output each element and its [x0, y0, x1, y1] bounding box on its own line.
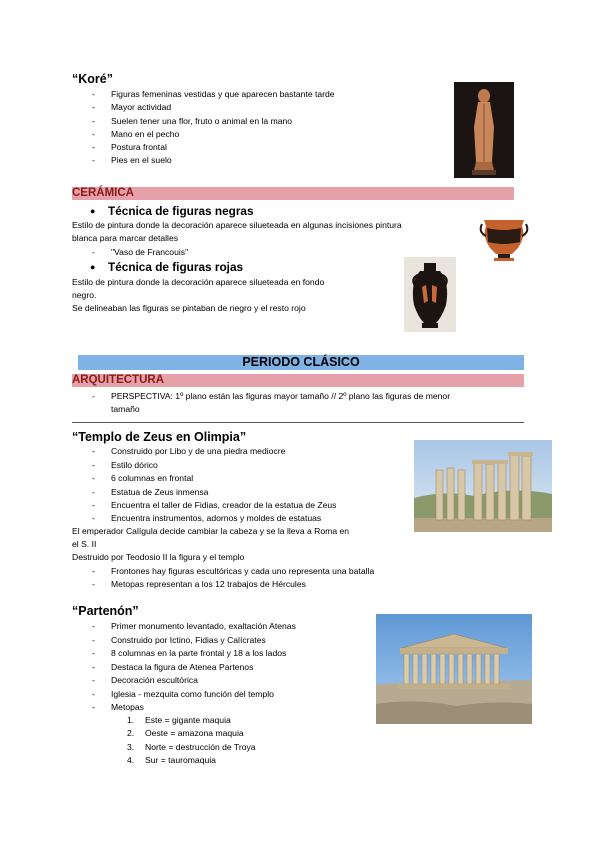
list-item: Estatua de Zeus inmensa	[111, 487, 209, 497]
rojas-title: Técnica de figuras rojas	[108, 260, 244, 274]
list-item: Iglesia - mezquita como función del templo	[111, 689, 274, 699]
krater-vase-image	[478, 214, 530, 264]
list-item: Estilo dórico	[111, 460, 158, 470]
list-number: 4.	[127, 755, 135, 765]
list-item: Pies en el suelo	[111, 155, 172, 165]
kore-statue-image	[454, 82, 514, 178]
rojas-text-2: negro.	[72, 290, 97, 300]
temple-of-zeus-image	[414, 440, 552, 532]
list-item: 8 columnas en la parte frontal y 18 a los lados	[111, 648, 287, 658]
list-item: Destaca la figura de Atenea Partenos	[111, 662, 254, 672]
list-item: Mayor actividad	[111, 102, 172, 112]
rojas-text-3: Se delineaban las figuras se pintaban de negro y el resto rojo	[72, 303, 306, 313]
rojas-text-1: Estilo de pintura donde la decoración aparece silueteada en fondo	[72, 277, 325, 287]
list-number: 1.	[127, 715, 135, 725]
ceramica-heading-bar	[72, 187, 514, 200]
zeus-text-3: Destruido por Teodosio II la figura y el templo	[72, 552, 245, 562]
arquitectura-heading: ARQUITECTURA	[72, 374, 164, 386]
list-item: Mano en el pecho	[111, 129, 180, 139]
list-item: Encuentra el taller de Fidias, creador de la estatua de Zeus	[111, 500, 337, 510]
bullet-icon: ●	[90, 262, 96, 272]
list-item: Construido por Ictino, Fidias y Calícrates	[111, 635, 266, 645]
negras-item: "Vaso de Francouis"	[111, 247, 189, 257]
divider	[72, 422, 524, 423]
kore-title: “Koré”	[72, 72, 113, 86]
list-item: Frontones hay figuras escultóricas y cada uno representa una batalla	[111, 566, 375, 576]
list-item: Este = gigante maquia	[145, 715, 231, 725]
list-item: Metopas	[111, 702, 144, 712]
list-item: 6 columnas en frontal	[111, 473, 194, 483]
list-item: Primer monumento levantado, exaltación Atenas	[111, 621, 296, 631]
list-item: Figuras femeninas vestidas y que aparecen bastante tarde	[111, 89, 335, 99]
list-item: Metopas representan a los 12 trabajos de Hércules	[111, 579, 306, 589]
negras-title: Técnica de figuras negras	[108, 204, 254, 218]
perspectiva-text-1: PERSPECTIVA: 1º plano están las figuras mayor tamaño // 2º plano las figuras de menor	[111, 391, 451, 401]
perspectiva-text-2: tamaño	[111, 404, 140, 414]
partenon-title: “Partenón”	[72, 604, 139, 618]
bullet-icon: ●	[90, 206, 96, 216]
list-number: 2.	[127, 728, 135, 738]
negras-text-1: Estilo de pintura donde la decoración aparece silueteada en algunas incisiones pintura	[72, 220, 402, 230]
list-item: Postura frontal	[111, 142, 167, 152]
list-number: 3.	[127, 742, 135, 752]
list-item: Construido por Libo y de una piedra mediocre	[111, 446, 286, 456]
list-item: Decoración escultórica	[111, 675, 198, 685]
list-item: Suelen tener una flor, fruto o animal en la mano	[111, 116, 293, 126]
zeus-text-1: El emperador Calígula decide cambiar la cabeza y se la lleva a Roma en	[72, 526, 350, 536]
list-item: Oeste = amazona maquia	[145, 728, 244, 738]
list-item: Norte = destrucción de Troya	[145, 742, 256, 752]
clasico-heading: PERIODO CLÁSICO	[242, 355, 360, 369]
parthenon-image	[376, 614, 532, 724]
list-item: Encuentra instrumentos, adornos y moldes de estatuas	[111, 513, 322, 523]
zeus-text-2: el S. II	[72, 539, 97, 549]
ceramica-heading: CERÁMICA	[72, 187, 134, 199]
negras-text-2: blanca para marcar detalles	[72, 233, 179, 243]
amphora-vase-image	[404, 257, 456, 332]
zeus-title: “Templo de Zeus en Olimpia”	[72, 430, 247, 444]
list-item: Sur = tauromaquia	[145, 755, 216, 765]
